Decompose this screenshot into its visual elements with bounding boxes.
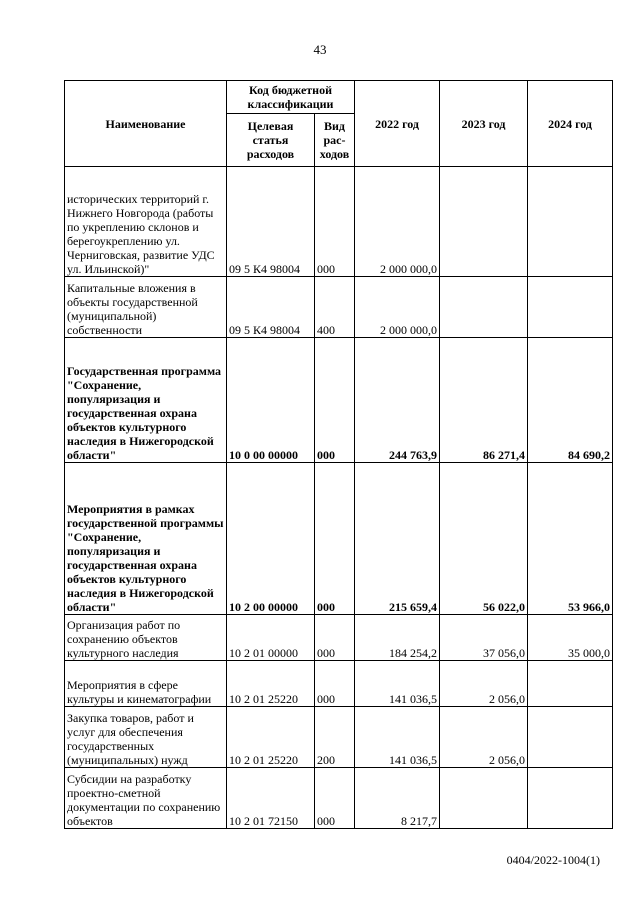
header-code-group: Код бюджетной классификации [227, 81, 355, 114]
table-row [65, 661, 613, 707]
row-2022: 141 036,5 [355, 661, 440, 707]
row-2023: 86 271,4 [440, 338, 528, 463]
row-vid: 000 [315, 463, 355, 615]
row-code: 09 5 К4 98004 [227, 277, 315, 338]
row-2023: 56 022,0 [440, 463, 528, 615]
header-2022: 2022 год [355, 81, 440, 167]
table-row [65, 615, 613, 661]
budget-table [64, 80, 613, 829]
table-row [65, 167, 613, 277]
header-2023: 2023 год [440, 81, 528, 167]
row-code: 10 2 00 00000 [227, 463, 315, 615]
header-2024: 2024 год [528, 81, 613, 167]
row-2023: 37 056,0 [440, 615, 528, 661]
row-name: Закупка товаров, работ и услуг для обеспечения государственных (муниципальных) нужд [65, 707, 227, 768]
header-expense-type: Вид рас-ходов [315, 114, 355, 167]
row-2024 [528, 277, 613, 338]
row-2022: 2 000 000,0 [355, 167, 440, 277]
row-2024 [528, 707, 613, 768]
row-vid: 400 [315, 277, 355, 338]
table-row [65, 463, 613, 615]
table-row [65, 338, 613, 463]
row-2022: 8 217,7 [355, 768, 440, 829]
row-2024 [528, 661, 613, 707]
row-2022: 184 254,2 [355, 615, 440, 661]
row-code: 10 2 01 25220 [227, 661, 315, 707]
row-2023 [440, 167, 528, 277]
header-name: Наименование [65, 81, 227, 167]
row-2024: 84 690,2 [528, 338, 613, 463]
table-row [65, 707, 613, 768]
row-code: 10 2 01 00000 [227, 615, 315, 661]
row-2024: 35 000,0 [528, 615, 613, 661]
row-2022: 244 763,9 [355, 338, 440, 463]
table-row [65, 768, 613, 829]
document-code: 0404/2022-1004(1) [506, 853, 600, 867]
row-vid: 000 [315, 661, 355, 707]
table-row [65, 277, 613, 338]
row-name: Капитальные вложения в объекты государственной (муниципальной) собственности [65, 277, 227, 338]
row-2022: 141 036,5 [355, 707, 440, 768]
row-code: 10 2 01 72150 [227, 768, 315, 829]
row-2024 [528, 768, 613, 829]
header-target-article: Целевая статья расходов [227, 114, 315, 167]
row-2023 [440, 277, 528, 338]
row-name: Организация работ по сохранению объектов культурного наследия [65, 615, 227, 661]
row-2023: 2 056,0 [440, 661, 528, 707]
row-vid: 200 [315, 707, 355, 768]
row-name: Государственная программа "Сохранение, популяризация и государственная охрана объектов культурного наследия в Нижегородской области" [65, 338, 227, 463]
row-2023 [440, 768, 528, 829]
row-vid: 000 [315, 338, 355, 463]
row-vid: 000 [315, 167, 355, 277]
row-2024: 53 966,0 [528, 463, 613, 615]
row-name: Мероприятия в рамках государственной программы "Сохранение, популяризация и государственная охрана объектов культурного наследия в Нижегородской области" [65, 463, 227, 615]
table-body [65, 167, 613, 829]
row-code: 10 2 01 25220 [227, 707, 315, 768]
row-vid: 000 [315, 615, 355, 661]
row-vid: 000 [315, 768, 355, 829]
row-2024 [528, 167, 613, 277]
row-2022: 2 000 000,0 [355, 277, 440, 338]
row-code: 10 0 00 00000 [227, 338, 315, 463]
row-code: 09 5 К4 98004 [227, 167, 315, 277]
row-name: исторических территорий г. Нижнего Новгорода (работы по укреплению склонов и берегоукреплению ул. Черниговская, развитие УДС ул. Ильинской)" [65, 167, 227, 277]
row-2023: 2 056,0 [440, 707, 528, 768]
table-header [65, 81, 613, 167]
row-2022: 215 659,4 [355, 463, 440, 615]
row-name: Субсидии на разработку проектно-сметной документации по сохранению объектов [65, 768, 227, 829]
row-name: Мероприятия в сфере культуры и кинематографии [65, 661, 227, 707]
page-number: 43 [313, 42, 327, 57]
